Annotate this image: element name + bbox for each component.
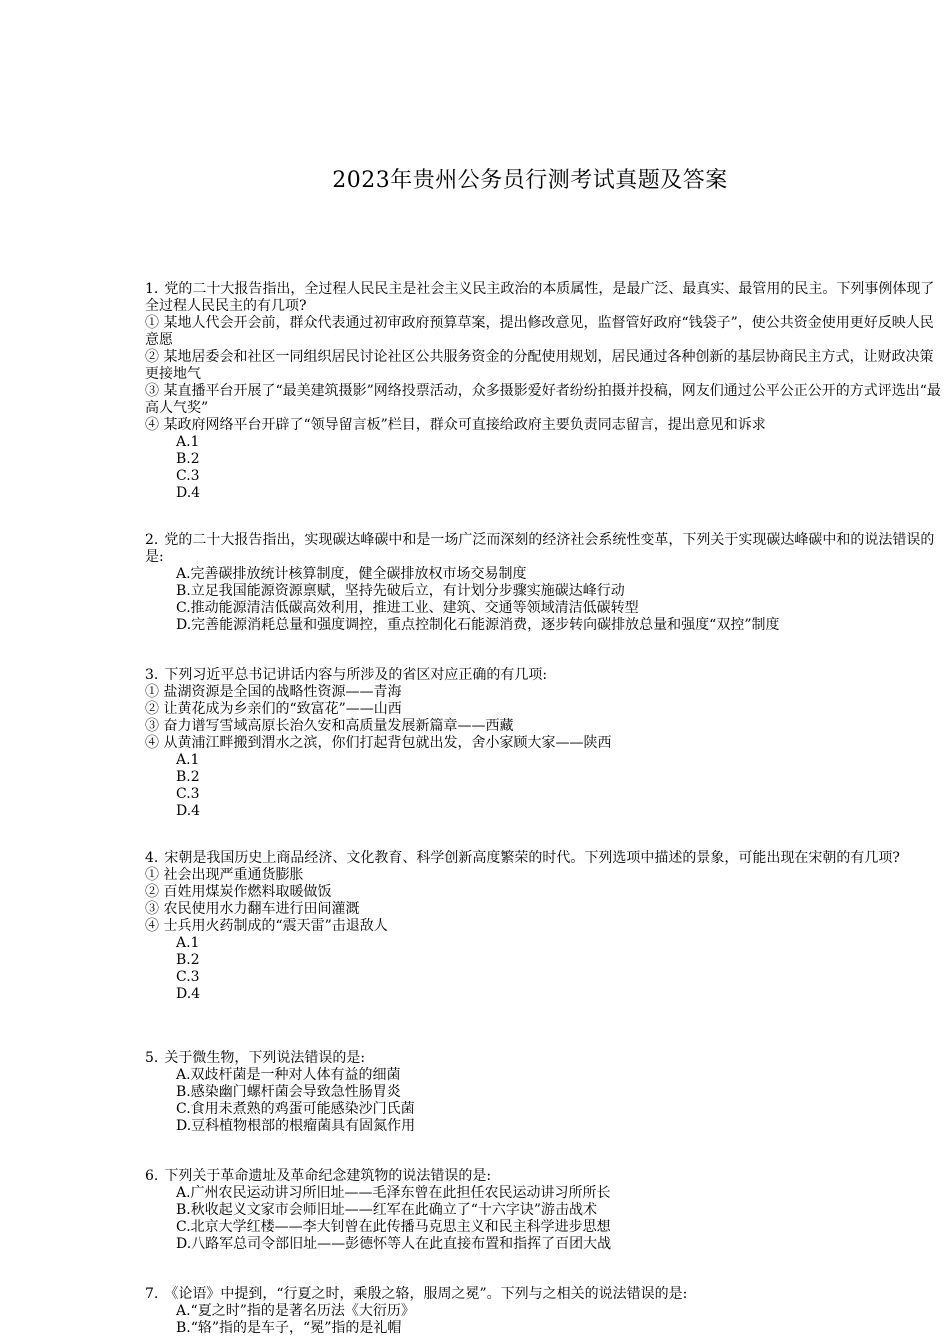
question-text: 关于微生物，下列说法错误的是: — [164, 1050, 366, 1066]
statement-item: ④ 从黄浦江畔搬到渭水之滨，你们打起背包就出发，舍小家顾大家——陕西 — [145, 735, 612, 751]
statement-item: ④ 士兵用火药制成的“震天雷”击退敌人 — [145, 918, 388, 934]
statement-item: ② 某地居委会和社区一同组织居民讨论社区公共服务资金的分配使用规划，居民通过各种创新的基层协商民主方式，让财政决策更接地气 — [145, 349, 934, 382]
question-number: 6. — [145, 1168, 159, 1184]
answer-option: C.推动能源清洁低碳高效利用，推进工业、建筑、交通等领域清洁低碳转型 — [176, 600, 639, 616]
answer-option: B.感染幽门螺杆菌会导致急性肠胃炎 — [176, 1084, 401, 1100]
question-number: 1. — [145, 281, 159, 297]
answer-option: B.“辂”指的是车子，“冕”指的是礼帽 — [176, 1320, 402, 1336]
question-number: 4. — [145, 850, 159, 866]
answer-option: A.1 — [176, 752, 200, 768]
question-text: 下列关于革命遗址及革命纪念建筑物的说法错误的是: — [164, 1168, 492, 1184]
question-text: 党的二十大报告指出，实现碳达峰碳中和是一场广泛而深刻的经济社会系统性变革，下列关于实现碳达峰碳中和的说法错误的是: — [145, 532, 935, 565]
question-number: 7. — [145, 1286, 159, 1302]
answer-option: D.八路军总司令部旧址——彭德怀等人在此直接布置和指挥了百团大战 — [176, 1236, 612, 1252]
statement-item: ① 某地人代会开会前，群众代表通过初审政府预算草案，提出修改意见，监督管好政府“钱袋子”，使公共资金使用更好反映人民意愿 — [145, 315, 934, 348]
question-stem — [145, 667, 945, 684]
answer-option: B.秋收起义文家市会师旧址——红军在此确立了“十六字诀”游击战术 — [176, 1202, 598, 1218]
answer-option: A.广州农民运动讲习所旧址——毛泽东曾在此担任农民运动讲习所所长 — [176, 1185, 611, 1201]
statement-item: ③ 奋力谱写雪域高原长治久安和高质量发展新篇章——西藏 — [145, 718, 514, 734]
statement-item: ④ 某政府网络平台开辟了“领导留言板”栏目，群众可直接给政府主要负责同志留言，提出意见和诉求 — [145, 417, 766, 433]
question-1 — [145, 281, 945, 502]
statement-item: ① 社会出现严重通货膨胀 — [145, 867, 304, 883]
statement-item: ③ 农民使用水力翻车进行田间灌溉 — [145, 901, 360, 917]
question-7 — [145, 1286, 945, 1337]
answer-option: D.豆科植物根部的根瘤菌具有固氮作用 — [176, 1118, 416, 1134]
question-text: 宋朝是我国历史上商品经济、文化教育、科学创新高度繁荣的时代。下列选项中描述的景象，可能出现在宋朝的有几项? — [164, 850, 900, 866]
question-3 — [145, 667, 945, 820]
question-2 — [145, 532, 945, 634]
question-6 — [145, 1168, 945, 1253]
question-5 — [145, 1050, 945, 1135]
answer-option: C.3 — [176, 786, 200, 802]
answer-option: A.完善碳排放统计核算制度，健全碳排放权市场交易制度 — [176, 566, 527, 582]
answer-option: D.完善能源消耗总量和强度调控，重点控制化石能源消费，逐步转向碳排放总量和强度“双控”制度 — [176, 617, 780, 633]
answer-option: A.1 — [176, 935, 200, 951]
answer-option: D.4 — [176, 986, 201, 1002]
question-text: 《论语》中提到，“行夏之时，乘殷之辂，服周之冕”。下列与之相关的说法错误的是: — [164, 1286, 688, 1302]
answer-option: A.双歧杆菌是一种对人体有益的细菌 — [176, 1067, 401, 1083]
statement-item: ③ 某直播平台开展了“最美建筑摄影”网络投票活动，众多摄影爱好者纷纷拍摄并投稿，网友们通过公平公正公开的方式评选出“最高人气奖” — [145, 383, 941, 416]
question-4 — [145, 850, 945, 1003]
answer-option: D.4 — [176, 803, 201, 819]
question-stem — [145, 532, 945, 566]
question-number: 3. — [145, 667, 159, 683]
question-stem — [145, 1050, 945, 1067]
answer-option: D.4 — [176, 485, 201, 501]
statement-item: ① 盐湖资源是全国的战略性资源——青海 — [145, 684, 402, 700]
answer-option: B.2 — [176, 451, 200, 467]
answer-option: B.立足我国能源资源禀赋，坚持先破后立，有计划分步骤实施碳达峰行动 — [176, 583, 625, 599]
answer-option: C.食用未煮熟的鸡蛋可能感染沙门氏菌 — [176, 1101, 415, 1117]
answer-option: B.2 — [176, 769, 200, 785]
question-number: 5. — [145, 1050, 159, 1066]
question-text: 下列习近平总书记讲话内容与所涉及的省区对应正确的有几项: — [164, 667, 548, 683]
question-stem — [145, 850, 945, 867]
answer-option: C.3 — [176, 969, 200, 985]
document-title: 2023年贵州公务员行测考试真题及答案 — [332, 168, 728, 193]
answer-option: C.北京大学红楼——李大钊曾在此传播马克思主义和民主科学进步思想 — [176, 1219, 611, 1235]
question-stem — [145, 1286, 945, 1303]
question-number: 2. — [145, 532, 159, 548]
statement-item: ② 让黄花成为乡亲们的“致富花”——山西 — [145, 701, 402, 717]
answer-option: B.2 — [176, 952, 200, 968]
question-stem — [145, 281, 945, 315]
question-stem — [145, 1168, 945, 1185]
question-text: 党的二十大报告指出，全过程人民民主是社会主义民主政治的本质属性，是最广泛、最真实、最管用的民主。下列事例体现了全过程人民民主的有几项? — [145, 281, 935, 314]
answer-option: C.3 — [176, 468, 200, 484]
answer-option: A.1 — [176, 434, 200, 450]
answer-option: A.“夏之时”指的是著名历法《大衍历》 — [176, 1303, 415, 1319]
statement-item: ② 百姓用煤炭作燃料取暖做饭 — [145, 884, 332, 900]
